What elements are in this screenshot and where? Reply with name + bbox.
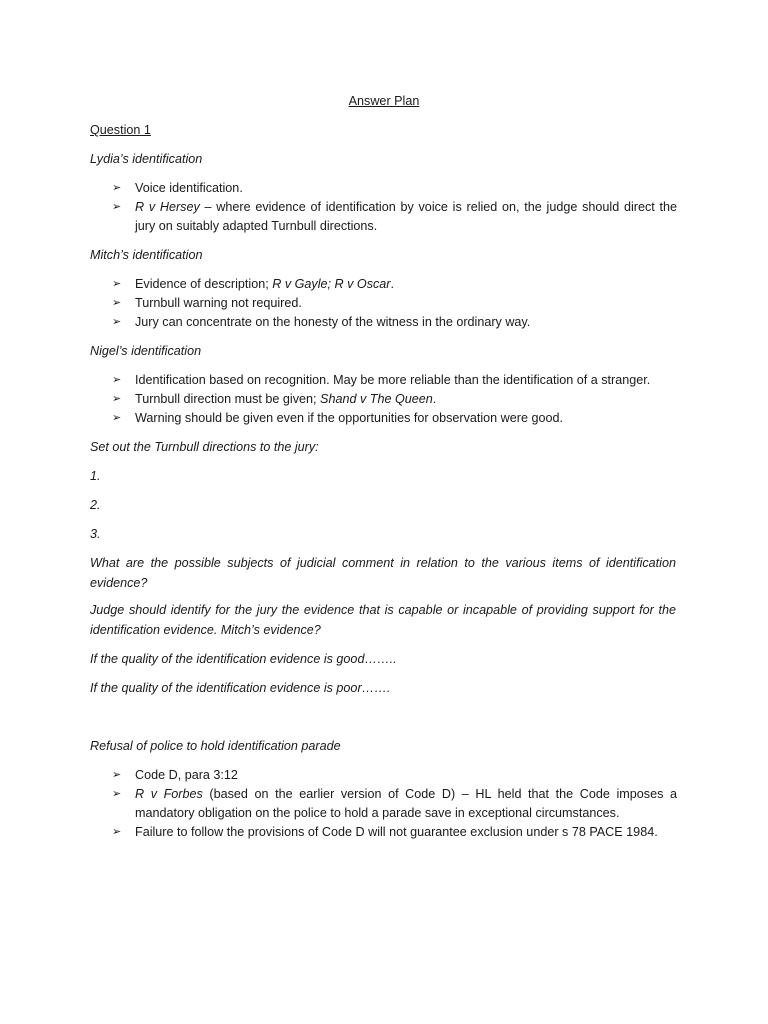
- case-name: Shand v The Queen: [320, 392, 433, 406]
- question-heading: Question 1: [90, 123, 151, 137]
- list-item: ➢ Identification based on recognition. May be more reliable than the identification of a stranger.: [112, 371, 677, 390]
- arrow-bullet-icon: ➢: [112, 374, 122, 386]
- case-name: R v Hersey: [135, 200, 200, 214]
- arrow-bullet-icon: ➢: [112, 393, 122, 405]
- arrow-bullet-icon: ➢: [112, 788, 122, 800]
- arrow-bullet-icon: ➢: [112, 826, 122, 838]
- arrow-bullet-icon: ➢: [112, 201, 122, 213]
- numbered-item-2: 2.: [90, 498, 101, 512]
- list-item: ➢ Failure to follow the provisions of Code D will not guarantee exclusion under s 78 PACE 1984.: [112, 823, 677, 842]
- arrow-bullet-icon: ➢: [112, 412, 122, 424]
- mitch-heading: Mitch’s identification: [90, 248, 203, 262]
- case-name: R v Forbes: [135, 787, 203, 801]
- list-item: ➢ Voice identification.: [112, 179, 677, 198]
- turnbull-heading: Set out the Turnbull directions to the jury:: [90, 440, 319, 454]
- arrow-bullet-icon: ➢: [112, 182, 122, 194]
- quality-good-line: If the quality of the identification evidence is good……..: [90, 652, 397, 666]
- nigel-heading: Nigel’s identification: [90, 344, 202, 358]
- judicial-comment-paragraph: What are the possible subjects of judicial comment in relation to the various items of identification evidence?: [90, 556, 676, 590]
- list-item: ➢ Turnbull warning not required.: [112, 294, 677, 313]
- refusal-heading: Refusal of police to hold identification parade: [90, 739, 341, 753]
- page-title: Answer Plan: [348, 94, 420, 108]
- case-name: R v Gayle; R v Oscar: [272, 277, 391, 291]
- list-item: ➢ Turnbull direction must be given; Shand v The Queen.: [112, 390, 677, 409]
- arrow-bullet-icon: ➢: [112, 769, 122, 781]
- arrow-bullet-icon: ➢: [112, 297, 122, 309]
- numbered-item-1: 1.: [90, 469, 101, 483]
- list-item: ➢ Evidence of description; R v Gayle; R v Oscar.: [112, 275, 677, 294]
- list-item: ➢ Jury can concentrate on the honesty of the witness in the ordinary way.: [112, 313, 677, 332]
- arrow-bullet-icon: ➢: [112, 316, 122, 328]
- list-item: ➢ R v Forbes (based on the earlier version of Code D) – HL held that the Code imposes a mandatory obligation on the police to hold a parade save in exceptional circumstances.: [112, 787, 677, 820]
- lydia-heading: Lydia’s identification: [90, 152, 203, 166]
- arrow-bullet-icon: ➢: [112, 278, 122, 290]
- list-item: ➢ Code D, para 3:12: [112, 766, 677, 785]
- list-item: ➢ R v Hersey – where evidence of identification by voice is relied on, the judge should direct the jury on suitably adapted Turnbull directions.: [112, 200, 678, 233]
- judge-paragraph: Judge should identify for the jury the evidence that is capable or incapable of providing support for the identification evidence. Mitch’s evidence?: [90, 603, 676, 637]
- numbered-item-3: 3.: [90, 527, 101, 541]
- quality-poor-line: If the quality of the identification evidence is poor…….: [90, 681, 391, 695]
- list-item: ➢ Warning should be given even if the opportunities for observation were good.: [112, 409, 677, 428]
